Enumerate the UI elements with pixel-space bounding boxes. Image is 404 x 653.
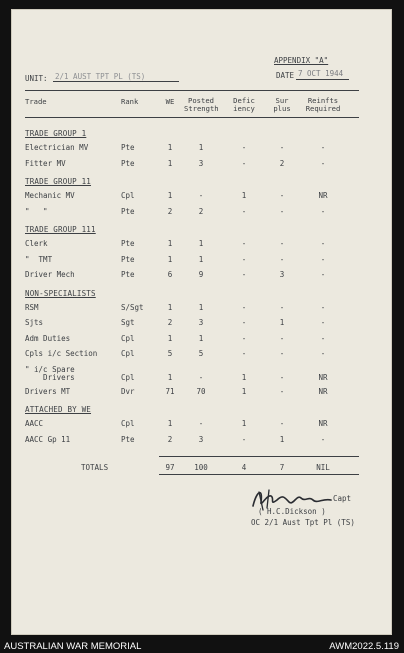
row-trade: AACC Gp 11	[25, 434, 71, 444]
row-reinfts: -	[320, 318, 326, 327]
row-rank: Cpl	[121, 419, 135, 428]
footer-credit: AUSTRALIAN WAR MEMORIAL	[4, 641, 142, 652]
row-deficiency: -	[241, 333, 247, 343]
row-deficiency: 1	[241, 386, 247, 396]
row-trade: Mechanic MV	[25, 191, 75, 200]
row-we: 2	[167, 206, 173, 216]
row-posted: -	[198, 372, 204, 382]
row-rank: Pte	[121, 143, 135, 152]
row-reinfts: NR	[318, 191, 328, 200]
section-heading: TRADE GROUP 1	[25, 129, 87, 138]
row-reinfts: -	[320, 302, 326, 312]
row-reinfts: -	[320, 206, 326, 216]
totals-reinfts: NIL	[316, 463, 330, 472]
document-page	[11, 9, 392, 635]
row-deficiency: 1	[241, 191, 247, 200]
row-trade: RSM	[25, 302, 39, 312]
row-surplus: 2	[279, 158, 285, 168]
signature-name: ( H.C.Dickson )	[258, 507, 326, 516]
row-we: 1	[167, 239, 173, 248]
row-posted: 3	[198, 434, 204, 444]
row-reinfts: -	[320, 270, 326, 279]
row-rank: Sgt	[121, 318, 135, 327]
row-reinfts: NR	[318, 419, 328, 428]
date-value: 7 OCT 1944	[298, 69, 344, 78]
row-we: 1	[167, 158, 173, 168]
row-rank: S/Sgt	[121, 302, 144, 312]
row-rank: Cpl	[121, 333, 135, 343]
unit-label: UNIT:	[25, 74, 48, 83]
row-trade: " "	[25, 206, 48, 216]
header-bottom-rule	[25, 117, 359, 118]
header-top-rule	[25, 90, 359, 91]
row-surplus: 3	[279, 270, 285, 279]
column-header-posted: Posted Strength	[184, 96, 219, 113]
row-reinfts: -	[320, 239, 326, 248]
row-rank: Cpl	[121, 349, 135, 358]
column-header-surplus: Sur plus	[273, 96, 291, 113]
row-rank: Pte	[121, 270, 135, 279]
totals-top-rule	[159, 456, 359, 457]
column-header-we: WE	[165, 97, 175, 106]
row-rank: Pte	[121, 158, 135, 168]
row-reinfts: NR	[318, 372, 328, 382]
row-we: 2	[167, 318, 173, 327]
row-trade: Drivers MT	[25, 386, 71, 396]
row-rank: Pte	[121, 239, 135, 248]
row-surplus: -	[279, 143, 285, 152]
row-deficiency: -	[241, 158, 247, 168]
row-posted: 3	[198, 158, 204, 168]
unit-value: 2/1 AUST TPT PL (TS)	[55, 72, 146, 81]
row-deficiency: 1	[241, 419, 247, 428]
totals-label: TOTALS	[81, 463, 109, 472]
row-trade: " TMT	[25, 254, 53, 264]
row-posted: 3	[198, 318, 204, 327]
row-we: 1	[167, 372, 173, 382]
row-surplus: 1	[279, 434, 285, 444]
signature-rank: Capt	[333, 494, 352, 503]
row-rank: Pte	[121, 206, 135, 216]
row-we: 1	[167, 419, 173, 428]
row-trade: AACC	[25, 419, 44, 428]
totals-surplus: 7	[279, 463, 285, 472]
row-rank: Pte	[121, 434, 135, 444]
row-surplus: -	[279, 372, 285, 382]
footer-accession: AWM2022.5.119	[329, 641, 399, 652]
signature-appointment: OC 2/1 Aust Tpt Pl (TS)	[251, 518, 355, 527]
row-surplus: -	[279, 386, 285, 396]
unit-underline	[53, 81, 179, 82]
row-deficiency: 1	[241, 372, 247, 382]
row-posted: -	[198, 419, 204, 428]
column-header-trade: Trade	[25, 97, 47, 106]
row-posted: 1	[198, 254, 204, 264]
row-deficiency: -	[241, 349, 247, 358]
row-deficiency: -	[241, 206, 247, 216]
row-posted: 1	[198, 143, 204, 152]
row-posted: 5	[198, 349, 204, 358]
row-surplus: -	[279, 349, 285, 358]
row-reinfts: -	[320, 158, 326, 168]
row-we: 1	[167, 254, 173, 264]
row-trade: " i/c Spare Drivers	[25, 364, 75, 382]
row-reinfts: NR	[318, 386, 328, 396]
row-we: 1	[167, 143, 173, 152]
row-trade: Cpls i/c Section	[25, 349, 98, 358]
column-header-rank: Rank	[121, 97, 139, 106]
row-trade: Clerk	[25, 239, 48, 248]
totals-we: 97	[165, 463, 175, 472]
appendix-label: APPENDIX "A"	[274, 56, 329, 65]
row-trade: Sjts	[25, 318, 44, 327]
date-label: DATE	[276, 71, 295, 80]
row-surplus: -	[279, 254, 285, 264]
row-rank: Pte	[121, 254, 135, 264]
row-we: 1	[167, 302, 173, 312]
row-reinfts: -	[320, 434, 326, 444]
date-underline	[296, 79, 349, 80]
row-trade: Driver Mech	[25, 270, 75, 279]
row-rank: Cpl	[121, 191, 135, 200]
row-deficiency: -	[241, 318, 247, 327]
section-heading: ATTACHED BY WE	[25, 405, 92, 414]
row-reinfts: -	[320, 349, 326, 358]
row-deficiency: -	[241, 143, 247, 152]
row-reinfts: -	[320, 143, 326, 152]
row-posted: 1	[198, 239, 204, 248]
row-deficiency: -	[241, 254, 247, 264]
row-posted: -	[198, 191, 204, 200]
totals-deficiency: 4	[241, 463, 247, 472]
row-surplus: -	[279, 206, 285, 216]
row-we: 1	[167, 191, 173, 200]
section-heading: TRADE GROUP 111	[25, 225, 96, 234]
row-posted: 9	[198, 270, 204, 279]
row-posted: 2	[198, 206, 204, 216]
row-surplus: -	[279, 302, 285, 312]
row-surplus: -	[279, 191, 285, 200]
column-header-reinfts: Reinfts Required	[305, 96, 341, 113]
row-posted: 70	[196, 386, 206, 396]
totals-posted: 100	[194, 463, 208, 472]
row-surplus: -	[279, 333, 285, 343]
section-heading: TRADE GROUP 11	[25, 177, 92, 186]
row-surplus: -	[279, 419, 285, 428]
row-surplus: -	[279, 239, 285, 248]
row-reinfts: -	[320, 333, 326, 343]
section-heading: NON-SPECIALISTS	[25, 288, 96, 298]
totals-bottom-rule	[159, 474, 359, 475]
row-we: 6	[167, 270, 173, 279]
row-posted: 1	[198, 302, 204, 312]
row-deficiency: -	[241, 302, 247, 312]
row-rank: Dvr	[121, 386, 135, 396]
row-we: 1	[167, 333, 173, 343]
row-reinfts: -	[320, 254, 326, 264]
row-trade: Adm Duties	[25, 333, 71, 343]
row-posted: 1	[198, 333, 204, 343]
row-trade: Fitter MV	[25, 158, 66, 168]
footer-bar	[0, 637, 404, 653]
row-rank: Cpl	[121, 372, 135, 382]
column-header-deficiency: Defic iency	[233, 96, 255, 113]
row-we: 71	[165, 386, 175, 396]
row-surplus: 1	[279, 318, 285, 327]
row-we: 5	[167, 349, 173, 358]
row-deficiency: -	[241, 434, 247, 444]
row-deficiency: -	[241, 270, 247, 279]
row-trade: Electrician MV	[25, 143, 89, 152]
row-we: 2	[167, 434, 173, 444]
row-deficiency: -	[241, 239, 247, 248]
